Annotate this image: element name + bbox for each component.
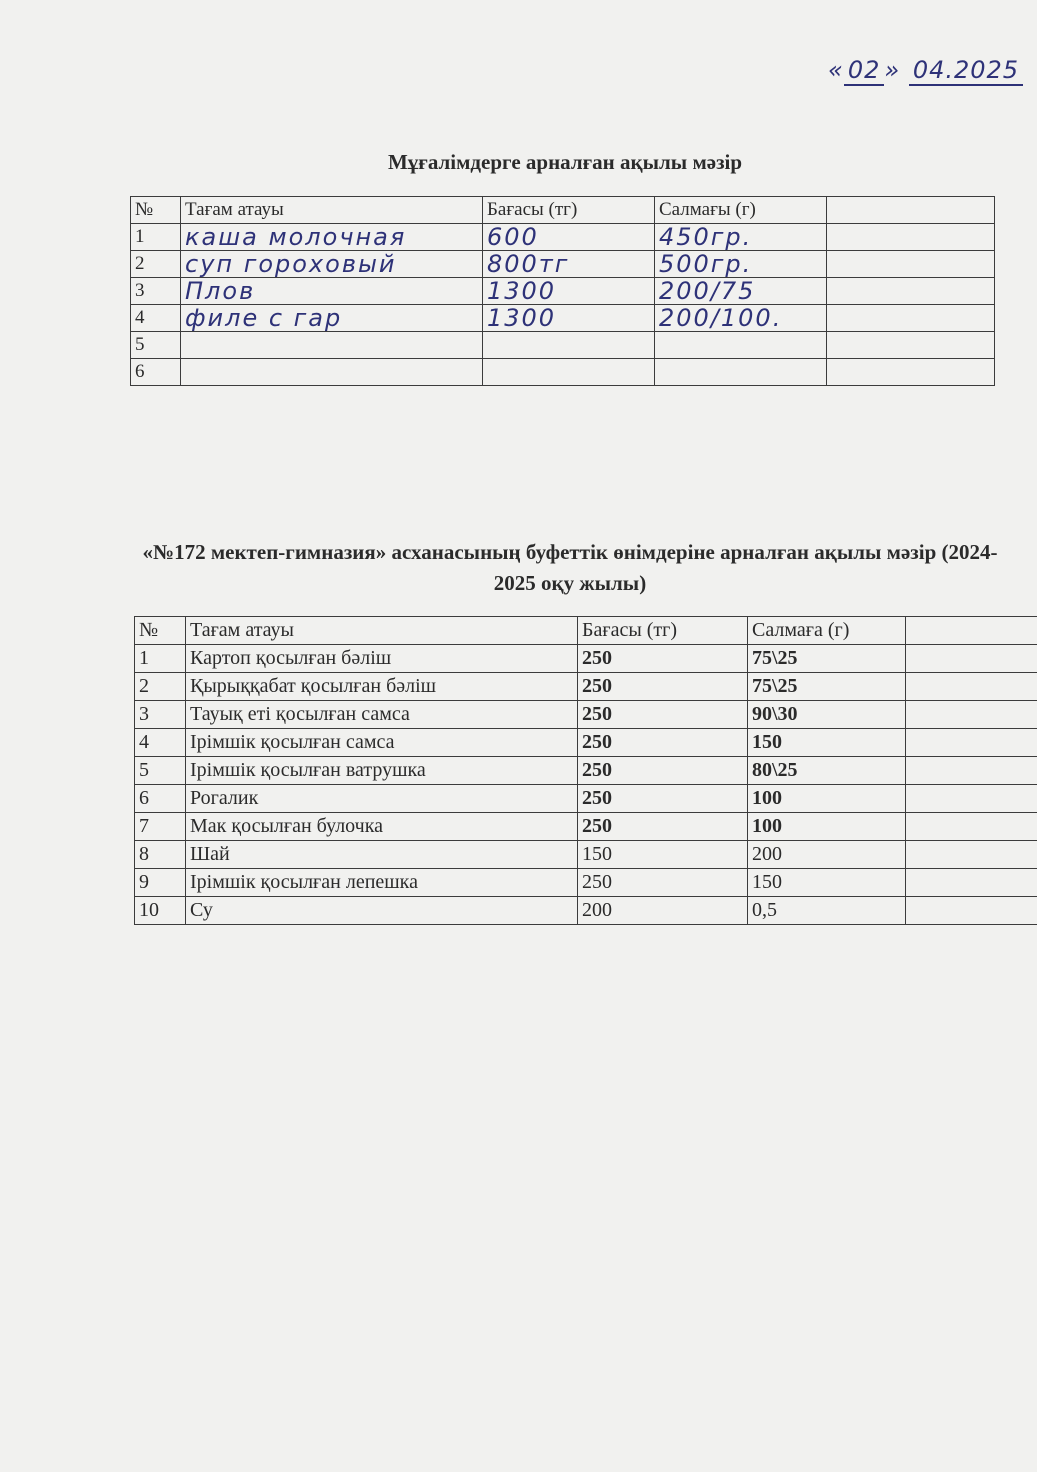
row-name: Ірімшік қосылған лепешка	[186, 869, 578, 897]
row-price: 250	[578, 757, 748, 785]
buffet-menu-table	[134, 616, 1037, 925]
row-empty	[906, 897, 1037, 925]
row-weight: 80\25	[748, 757, 906, 785]
header-no: №	[131, 197, 181, 224]
row-weight: 100	[748, 813, 906, 841]
table-row	[135, 729, 1037, 757]
date-day: 02	[844, 56, 885, 86]
row-price: 200	[578, 897, 748, 925]
row-price: 250	[578, 785, 748, 813]
row-no: 10	[135, 897, 186, 925]
row-no: 4	[135, 729, 186, 757]
table-row	[131, 224, 995, 251]
table-row	[135, 757, 1037, 785]
row-no: 5	[131, 332, 181, 359]
row-price: 150	[578, 841, 748, 869]
row-weight: 450гр.	[655, 224, 827, 251]
row-weight: 500гр.	[655, 251, 827, 278]
row-weight: 150	[748, 729, 906, 757]
row-empty	[827, 224, 995, 251]
header-weight: Салмаға (г)	[748, 617, 906, 645]
row-empty	[827, 251, 995, 278]
header-name: Тағам атауы	[186, 617, 578, 645]
row-weight: 200	[748, 841, 906, 869]
row-no: 1	[135, 645, 186, 673]
row-weight: 75\25	[748, 673, 906, 701]
row-name: Тауық еті қосылған самса	[186, 701, 578, 729]
row-price: 250	[578, 729, 748, 757]
row-weight: 0,5	[748, 897, 906, 925]
row-empty	[906, 673, 1037, 701]
row-price	[483, 359, 655, 386]
table-row	[135, 841, 1037, 869]
table-row	[135, 785, 1037, 813]
row-name: филе с гар	[181, 305, 483, 332]
header-weight: Салмағы (г)	[655, 197, 827, 224]
header-empty	[906, 617, 1037, 645]
row-name: Қырыққабат қосылған бәліш	[186, 673, 578, 701]
row-name: каша молочная	[181, 224, 483, 251]
row-weight	[655, 332, 827, 359]
row-empty	[906, 869, 1037, 897]
table-row	[131, 332, 995, 359]
row-empty	[906, 841, 1037, 869]
row-no: 2	[131, 251, 181, 278]
table-row	[131, 359, 995, 386]
row-name: Мак қосылған булочка	[186, 813, 578, 841]
row-empty	[906, 645, 1037, 673]
row-price: 250	[578, 645, 748, 673]
teachers-menu-table	[130, 196, 995, 386]
table-row	[131, 278, 995, 305]
row-weight: 90\30	[748, 701, 906, 729]
row-weight: 200/75	[655, 278, 827, 305]
row-empty	[827, 359, 995, 386]
row-empty	[827, 305, 995, 332]
row-name: Плов	[181, 278, 483, 305]
row-price: 250	[578, 701, 748, 729]
table-row	[131, 251, 995, 278]
row-no: 5	[135, 757, 186, 785]
row-weight: 150	[748, 869, 906, 897]
row-price: 1300	[483, 305, 655, 332]
row-no: 1	[131, 224, 181, 251]
teachers-menu-title: Мұғалімдерге арналған ақылы мәзір	[387, 150, 743, 174]
row-no: 3	[131, 278, 181, 305]
table-row	[135, 813, 1037, 841]
row-empty	[906, 785, 1037, 813]
table-row	[135, 869, 1037, 897]
row-no: 7	[135, 813, 186, 841]
row-weight: 200/100.	[655, 305, 827, 332]
row-name: Рогалик	[186, 785, 578, 813]
header-name: Тағам атауы	[181, 197, 483, 224]
row-no: 3	[135, 701, 186, 729]
header-empty	[827, 197, 995, 224]
row-price: 250	[578, 869, 748, 897]
table-header-row	[135, 617, 1037, 645]
header-no: №	[135, 617, 186, 645]
date-month-year: 04.2025	[909, 56, 1023, 86]
row-price: 250	[578, 673, 748, 701]
row-no: 4	[131, 305, 181, 332]
date-sep: »	[884, 56, 901, 84]
row-name: Картоп қосылған бәліш	[186, 645, 578, 673]
row-empty	[827, 278, 995, 305]
row-weight: 100	[748, 785, 906, 813]
row-no: 8	[135, 841, 186, 869]
handwritten-date	[828, 56, 1023, 84]
row-price: 600	[483, 224, 655, 251]
table-row	[135, 897, 1037, 925]
row-no: 2	[135, 673, 186, 701]
row-price	[483, 332, 655, 359]
row-empty	[906, 813, 1037, 841]
row-name	[181, 332, 483, 359]
row-empty	[827, 332, 995, 359]
table-row	[135, 673, 1037, 701]
row-weight	[655, 359, 827, 386]
row-price: 800тг	[483, 251, 655, 278]
row-name: Су	[186, 897, 578, 925]
date-prefix: «	[828, 56, 844, 84]
table-row	[135, 645, 1037, 673]
row-no: 9	[135, 869, 186, 897]
row-empty	[906, 701, 1037, 729]
row-name: Ірімшік қосылған самса	[186, 729, 578, 757]
table-row	[135, 701, 1037, 729]
header-price: Бағасы (тг)	[483, 197, 655, 224]
row-empty	[906, 757, 1037, 785]
buffet-menu-title: «№172 мектеп-гимназия» асханасының буфеттік өнімдеріне арналған ақылы мәзір (2024-2025 оқу жылы)	[142, 540, 998, 595]
row-name: Ірімшік қосылған ватрушка	[186, 757, 578, 785]
row-empty	[906, 729, 1037, 757]
row-no: 6	[135, 785, 186, 813]
row-price: 1300	[483, 278, 655, 305]
row-name: суп гороховый	[181, 251, 483, 278]
row-price: 250	[578, 813, 748, 841]
row-name: Шай	[186, 841, 578, 869]
table-header-row	[131, 197, 995, 224]
header-price: Бағасы (тг)	[578, 617, 748, 645]
row-weight: 75\25	[748, 645, 906, 673]
table-row	[131, 305, 995, 332]
row-name	[181, 359, 483, 386]
row-no: 6	[131, 359, 181, 386]
